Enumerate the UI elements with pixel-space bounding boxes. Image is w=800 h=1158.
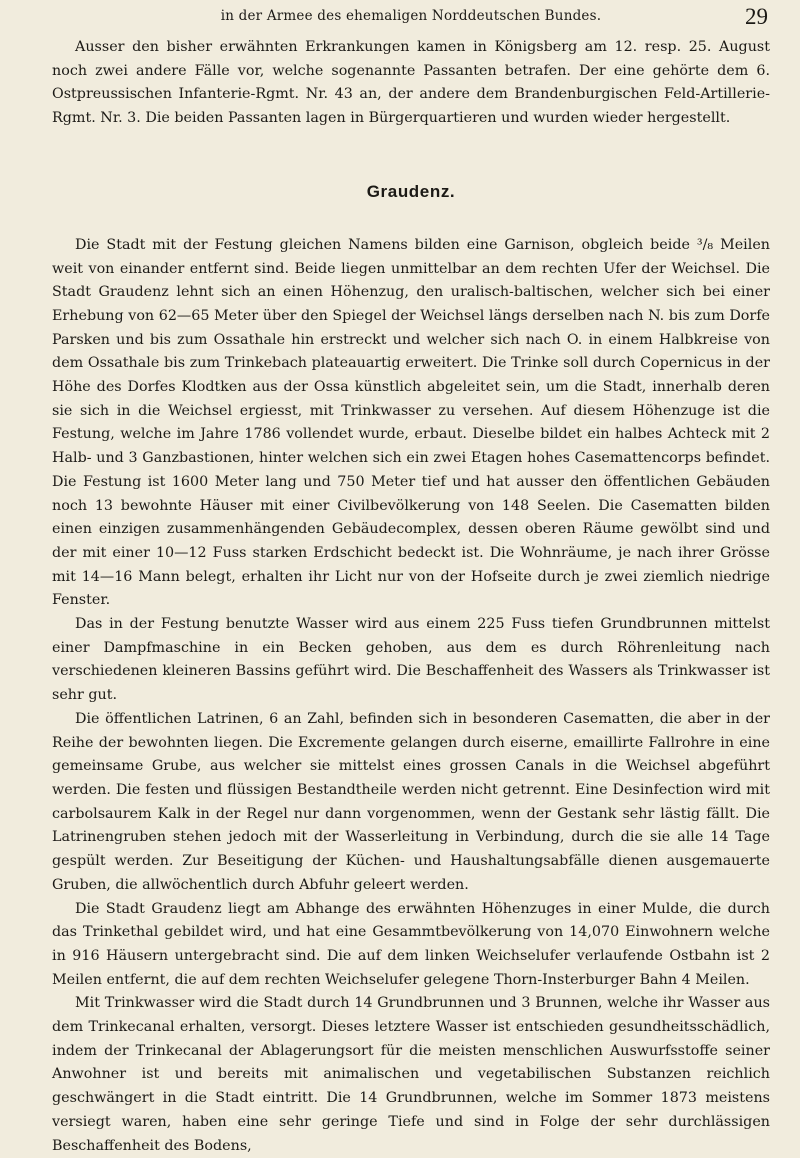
running-title: in der Armee des ehemaligen Norddeutschen Bundes. (220, 8, 602, 24)
section-paragraph: Die öffentlichen Latrinen, 6 an Zahl, befinden sich in besonderen Casematten, die aber in der Reihe der bewohnten liegen. Die Excremente gelangen durch eiserne, emaillirte Fallrohre in eine gemeinsame Grube, aus welcher sie mittelst eines grossen Canals in die Weichsel abgeführt werden. Die festen und flüssigen Bestandtheile werden nicht getrennt. Eine Desinfection wird mit carbolsaurem Kalk in der Regel nur dann vorgenommen, wenn der Gestank sehr lästig fällt. Die Latrinengruben stehen jedoch mit der Wasserleitung in Verbindung, durch die sie alle 14 Tage gespült werden. Zur Beseitigung der Küchen- und Haushaltungsabfälle dienen ausgemauerte Gruben, die allwöchentlich durch Abfuhr geleert werden. (52, 710, 770, 893)
section-paragraph: Die Stadt Graudenz liegt am Abhange des erwähnten Höhenzuges in einer Mulde, die durch das Trinkethal gebildet wird, und hat eine Gesammtbevölkerung von 14,070 Einwohnern welche in 916 Häusern untergebracht sind. Die auf dem linken Weichselufer verlaufende Ostbahn ist 2 Meilen entfernt, die auf dem rechten Weichselufer gelegene Thorn-Insterburger Bahn 4 Meilen. (52, 900, 770, 988)
section-heading: Graudenz. (366, 181, 456, 201)
section-paragraph: Das in der Festung benutzte Wasser wird aus einem 225 Fuss tiefen Grundbrunnen mittelst einer Dampfmaschine in ein Becken gehoben, aus dem es durch Röhrenleitung nach verschiedenen kleineren Bassins geführt wird. Die Beschaffenheit des Wassers als Trinkwasser ist sehr gut. (52, 616, 770, 704)
section-paragraph: Die Stadt mit der Festung gleichen Namens bilden eine Garnison, obgleich beide ³/₈ Meilen weit von einander entfernt sind. Beide liegen unmittelbar an dem rechten Ufer der Weichsel. Die Stadt Graudenz lehnt sich an einen Höhenzug, den uralisch-baltischen, welcher sich bei einer Erhebung von 62—65 Meter über den Spiegel der Weichsel längs derselben nach N. bis zum Dorfe Parsken und bis zum Ossathale hin erstreckt und welcher sich nach O. in einem Halbkreise von dem Ossathale bis zum Trinkebach plateauartig erweitert. Die Trinke soll durch Copernicus in der Höhe des Dorfes Klodtken aus der Ossa künstlich abgeleitet sein, um die Stadt, innerhalb deren sie sich in die Weichsel ergiesst, mit Trinkwasser zu versehen. Auf diesem Höhenzuge ist die Festung, welche im Jahre 1786 vollendet wurde, erbaut. Dieselbe bildet ein halbes Achteck mit 2 Halb- und 3 Ganzbastionen, hinter welchen sich ein zwei Etagen hohes Casemattencorps befindet. Die Festung ist 1600 Meter lang und 750 Meter tief und hat ausser den öffentlichen Gebäuden noch 13 bewohnte Häuser mit einer Civilbevölkerung von 148 Seelen. Die Casematten bilden einen einzigen zusammenhängenden Gebäudecomplex, dessen oberen Räume gewölbt sind und der mit einer 10—12 Fuss starken Erdschicht bedeckt ist. Die Wohnräume, je nach ihrer Grösse mit 14—16 Mann belegt, erhalten ihr Licht nur von der Hofseite durch je zwei ziemlich niedrige Fenster. (52, 236, 770, 609)
section-paragraph: Mit Trinkwasser wird die Stadt durch 14 Grundbrunnen und 3 Brunnen, welche ihr Wasser aus dem Trinkecanal erhalten, versorgt. Dieses letztere Wasser ist entschieden gesundheitsschädlich, indem der Trinkecanal der Ablagerungsort für die meisten menschlichen Auswurfsstoffe seiner Anwohner ist und bereits mit animalischen und vegetabilischen Substanzen reichlich geschwängert in die Stadt eintritt. Die 14 Grundbrunnen, welche im Sommer 1873 meistens versiegt waren, haben eine sehr geringe Tiefe und sind in Folge der sehr durchlässigen Beschaffenheit des Bodens, (52, 995, 770, 1154)
intro-paragraph: Ausser den bisher erwähnten Erkrankungen kamen in Königsberg am 12. resp. 25. August noch zwei andere Fälle vor, welche sogenannte Passanten betrafen. Der eine gehörte dem 6. Ostpreussischen Infanterie-Rgmt. Nr. 43 an, der andere dem Brandenburgischen Feld-Artillerie-Rgmt. Nr. 3. Die beiden Passanten lagen in Bürgerquartieren und wurden wieder hergestellt. (52, 39, 770, 127)
page-number: 29 (745, 4, 768, 29)
running-head (52, 6, 770, 36)
